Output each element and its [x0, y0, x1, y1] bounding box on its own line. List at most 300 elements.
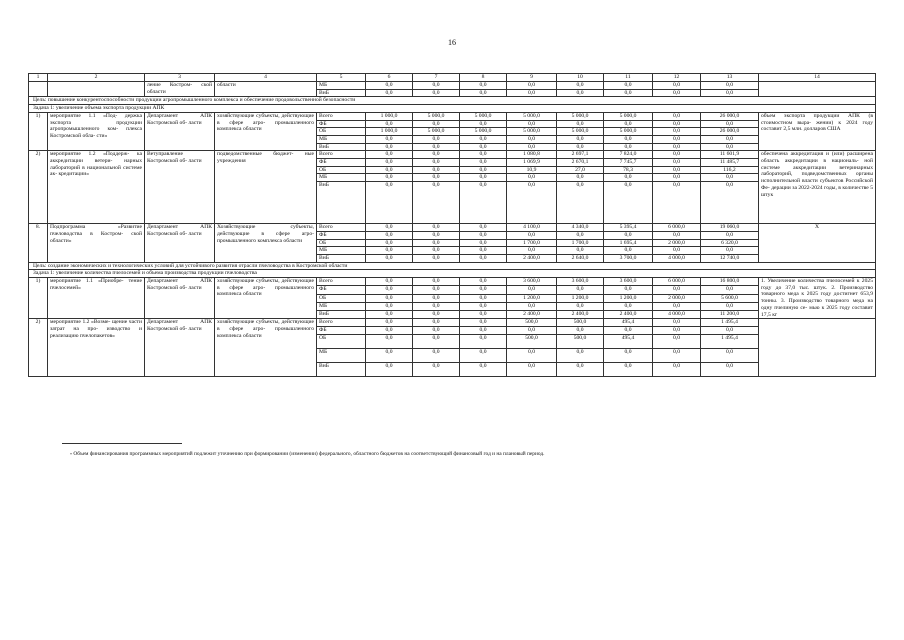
amount-cell: 0,0	[557, 174, 604, 182]
amount-cell: 10,9	[507, 166, 557, 174]
funding-source: ОБ	[317, 334, 366, 348]
amount-cell: 495,4	[604, 334, 653, 348]
amount-cell: 0,0	[366, 135, 413, 143]
amount-cell: 495,4	[604, 319, 653, 327]
amount-cell: 0,0	[413, 143, 460, 151]
amount-cell: 0,0	[507, 326, 557, 334]
table-row	[29, 151, 876, 159]
amount-cell: 1 069,9	[507, 159, 557, 167]
amount-cell: 0,0	[366, 362, 413, 376]
amount-cell: 11 200,0	[701, 311, 759, 319]
funding-source: МБ	[317, 302, 366, 310]
amount-cell: 0,0	[701, 182, 759, 224]
amount-cell: 5 000,0	[604, 128, 653, 136]
amount-cell: 0,0	[413, 135, 460, 143]
amount-cell: 0,0	[653, 120, 701, 128]
funding-source: ОБ	[317, 166, 366, 174]
amount-cell: 19 060,0	[701, 224, 759, 232]
amount-cell: 0,0	[557, 348, 604, 362]
column-header: 10	[557, 74, 604, 82]
amount-cell: 3 600,0	[507, 278, 557, 286]
amount-cell: 5 000,0	[413, 112, 460, 120]
funding-source: ФБ	[317, 286, 366, 294]
amount-cell: 0,0	[507, 286, 557, 294]
amount-cell: 0,0	[460, 311, 507, 319]
funding-source: ВнБ	[317, 89, 366, 97]
amount-cell: 0,0	[460, 82, 507, 90]
amount-cell: 0,0	[653, 143, 701, 151]
amount-cell: 0,0	[507, 247, 557, 255]
amount-cell: 0,0	[366, 82, 413, 90]
column-header: 2	[48, 74, 145, 82]
amount-cell: 0,0	[604, 174, 653, 182]
amount-cell: 0,0	[460, 362, 507, 376]
amount-cell: 0,0	[413, 334, 460, 348]
amount-cell: 1 200,0	[507, 294, 557, 302]
funding-source: ОБ	[317, 239, 366, 247]
page-number: 16	[448, 38, 456, 47]
table-body	[29, 74, 876, 377]
amount-cell: 0,0	[460, 239, 507, 247]
amount-cell: 1 200,0	[557, 294, 604, 302]
amount-cell: 0,0	[460, 278, 507, 286]
executor: Департамент АПК Костромской об- ласти	[145, 278, 215, 319]
amount-cell: 0,0	[507, 82, 557, 90]
amount-cell: 5 000,0	[557, 128, 604, 136]
funding-source: ВнБ	[317, 143, 366, 151]
amount-cell: 26 000,0	[701, 112, 759, 120]
goal-row	[29, 97, 876, 105]
funding-source: ВнБ	[317, 311, 366, 319]
amount-cell: 0,0	[557, 182, 604, 224]
column-header: 5	[317, 74, 366, 82]
amount-cell: 0,0	[366, 231, 413, 239]
amount-cell: 0,0	[701, 231, 759, 239]
footnote	[70, 451, 830, 458]
amount-cell: 3 600,0	[557, 278, 604, 286]
amount-cell: 0,0	[460, 151, 507, 159]
amount-cell: 0,0	[413, 302, 460, 310]
amount-cell: 0,0	[653, 319, 701, 327]
amount-cell: 0,0	[604, 362, 653, 376]
amount-cell: 27,0	[557, 166, 604, 174]
row-number: 1)	[29, 278, 48, 319]
amount-cell: 0,0	[460, 166, 507, 174]
amount-cell: 2 400,0	[507, 254, 557, 262]
amount-cell: 5 000,0	[604, 112, 653, 120]
amount-cell: 1 700,0	[557, 239, 604, 247]
column-header: 3	[145, 74, 215, 82]
amount-cell: 0,0	[366, 120, 413, 128]
amount-cell: 2 400,0	[557, 311, 604, 319]
amount-cell: 0,0	[413, 278, 460, 286]
participants: хозяйствующие субъекты, действующие в сфере агро- промышленного комплекса области	[215, 112, 317, 151]
amount-cell: 0,0	[604, 348, 653, 362]
table-row	[29, 112, 876, 120]
amount-cell: 0,0	[604, 182, 653, 224]
column-header: 9	[507, 74, 557, 82]
amount-cell: 1 000,0	[366, 112, 413, 120]
amount-cell: 0,0	[366, 151, 413, 159]
amount-cell: 0,0	[604, 247, 653, 255]
amount-cell: 0,0	[557, 89, 604, 97]
funding-source: ФБ	[317, 231, 366, 239]
amount-cell: 0,0	[604, 286, 653, 294]
amount-cell: 0,0	[701, 302, 759, 310]
funding-source: МБ	[317, 135, 366, 143]
funding-source: Всего	[317, 151, 366, 159]
amount-cell: 0,0	[604, 302, 653, 310]
amount-cell: 78,3	[604, 166, 653, 174]
amount-cell: 0,0	[557, 231, 604, 239]
amount-cell: 0,0	[460, 231, 507, 239]
amount-cell: 0,0	[701, 120, 759, 128]
goal-row-text: Цель: создание экономических и технологических условий для устойчивого развития отрасли пчеловодства в Костромской области	[29, 262, 876, 270]
row-number: 8.	[29, 224, 48, 263]
amount-cell: 0,0	[366, 239, 413, 247]
executor: ление Костром- ской области	[145, 82, 215, 97]
expected-result	[759, 82, 876, 97]
expected-result	[759, 319, 876, 376]
funding-source: ВнБ	[317, 362, 366, 376]
amount-cell: 0,0	[413, 174, 460, 182]
amount-cell: 0,0	[653, 112, 701, 120]
amount-cell: 0,0	[366, 247, 413, 255]
amount-cell: 0,0	[460, 348, 507, 362]
amount-cell: 500,0	[507, 334, 557, 348]
amount-cell: 2 640,0	[557, 254, 604, 262]
executor: Департамент АПК Костромской об- ласти	[145, 319, 215, 376]
amount-cell: 0,0	[366, 182, 413, 224]
amount-cell: 0,0	[460, 182, 507, 224]
amount-cell: 0,0	[460, 120, 507, 128]
amount-cell: 0,0	[413, 166, 460, 174]
amount-cell: 0,0	[653, 348, 701, 362]
amount-cell: 16 800,0	[701, 278, 759, 286]
amount-cell: 0,0	[507, 231, 557, 239]
amount-cell: 0,0	[557, 302, 604, 310]
amount-cell: 500,0	[557, 334, 604, 348]
column-header: 12	[653, 74, 701, 82]
amount-cell: 500,0	[557, 319, 604, 327]
amount-cell: 0,0	[653, 362, 701, 376]
amount-cell: 0,0	[366, 294, 413, 302]
amount-cell: 0,0	[366, 326, 413, 334]
column-header: 6	[366, 74, 413, 82]
amount-cell: 3 600,0	[604, 278, 653, 286]
funding-source: МБ	[317, 348, 366, 362]
amount-cell: 0,0	[413, 254, 460, 262]
amount-cell: 0,0	[653, 128, 701, 136]
funding-source: ОБ	[317, 294, 366, 302]
amount-cell: 7 824,0	[604, 151, 653, 159]
amount-cell: 0,0	[604, 82, 653, 90]
amount-cell: 0,0	[701, 89, 759, 97]
table-row	[29, 224, 876, 232]
funding-source: ФБ	[317, 326, 366, 334]
amount-cell: 0,0	[460, 294, 507, 302]
amount-cell: 0,0	[557, 326, 604, 334]
amount-cell: 0,0	[604, 143, 653, 151]
amount-cell: 0,0	[366, 311, 413, 319]
financing-table	[28, 73, 876, 377]
amount-cell: 0,0	[366, 224, 413, 232]
row-number: 2)	[29, 151, 48, 224]
row-number	[29, 82, 48, 97]
funding-source: Всего	[317, 112, 366, 120]
amount-cell: 0,0	[653, 247, 701, 255]
amount-cell: 0,0	[507, 174, 557, 182]
funding-source: ВнБ	[317, 254, 366, 262]
goal-row	[29, 262, 876, 270]
amount-cell: 0,0	[413, 326, 460, 334]
amount-cell: 11 601,9	[701, 151, 759, 159]
amount-cell: 6 000,0	[653, 278, 701, 286]
amount-cell: 0,0	[653, 182, 701, 224]
amount-cell: 0,0	[366, 159, 413, 167]
amount-cell: 0,0	[653, 166, 701, 174]
funding-source: ВнБ	[317, 182, 366, 224]
amount-cell: 0,0	[557, 120, 604, 128]
column-header: 1	[29, 74, 48, 82]
amount-cell: 0,0	[557, 82, 604, 90]
amount-cell: 0,0	[460, 247, 507, 255]
amount-cell: 5 000,0	[460, 112, 507, 120]
amount-cell: 5 000,0	[507, 112, 557, 120]
executor: Департамент АПК Костромской об- ласти	[145, 112, 215, 151]
amount-cell: 0,0	[413, 311, 460, 319]
participants: хозяйствующие субъекты, действующие в сфере агро- промышленного комплекса области	[215, 319, 317, 376]
task-row	[29, 105, 876, 113]
row-number: 1)	[29, 112, 48, 151]
amount-cell: 0,0	[653, 82, 701, 90]
funding-source: МБ	[317, 247, 366, 255]
table-row	[29, 82, 876, 90]
amount-cell: 0,0	[604, 120, 653, 128]
measure-name	[48, 82, 145, 97]
amount-cell: 0,0	[460, 319, 507, 327]
amount-cell: 0,0	[507, 302, 557, 310]
amount-cell: 0,0	[413, 319, 460, 327]
amount-cell: 0,0	[507, 362, 557, 376]
task-row-text: Задача 1: увеличение количества пчелосемей и объема производства продукции пчеловодства	[29, 270, 876, 278]
amount-cell: 0,0	[366, 286, 413, 294]
column-header: 4	[215, 74, 317, 82]
funding-source: Всего	[317, 319, 366, 327]
amount-cell: 0,0	[701, 143, 759, 151]
amount-cell: 12 740,0	[701, 254, 759, 262]
column-header: 8	[460, 74, 507, 82]
amount-cell: 0,0	[460, 174, 507, 182]
amount-cell: 0,0	[460, 224, 507, 232]
amount-cell: 0,0	[604, 231, 653, 239]
amount-cell: 0,0	[557, 135, 604, 143]
amount-cell: 0,0	[366, 174, 413, 182]
measure-name: Подпрограмма «Развитие пчеловодства в Костром- ской области»	[48, 224, 145, 263]
amount-cell: 0,0	[460, 286, 507, 294]
amount-cell: 5 000,0	[460, 128, 507, 136]
amount-cell: 0,0	[413, 151, 460, 159]
amount-cell: 0,0	[653, 326, 701, 334]
amount-cell: 0,0	[460, 326, 507, 334]
column-header: 14	[759, 74, 876, 82]
amount-cell: 0,0	[701, 326, 759, 334]
amount-cell: 0,0	[653, 302, 701, 310]
measure-name: мероприятие 1.2 «Возме- щение части затрат на про- изводство и реализацию пчелопакетов»	[48, 319, 145, 376]
amount-cell: 0,0	[653, 334, 701, 348]
amount-cell: 0,0	[653, 89, 701, 97]
amount-cell: 0,0	[413, 362, 460, 376]
amount-cell: 6 320,0	[701, 239, 759, 247]
amount-cell: 0,0	[653, 151, 701, 159]
participants: хозяйствующие субъекты, действующие в сфере агро- промышленного комплекса области	[215, 278, 317, 319]
funding-source: МБ	[317, 82, 366, 90]
executor: Ветуправление Костромской об- ласти	[145, 151, 215, 224]
amount-cell: 0,0	[460, 135, 507, 143]
amount-cell: 0,0	[413, 89, 460, 97]
amount-cell: 0,0	[701, 174, 759, 182]
column-header: 11	[604, 74, 653, 82]
amount-cell: 2 697,1	[557, 151, 604, 159]
amount-cell: 0,0	[507, 143, 557, 151]
amount-cell: 3 700,0	[604, 254, 653, 262]
task-row	[29, 270, 876, 278]
amount-cell: 0,0	[604, 135, 653, 143]
funding-source: Всего	[317, 278, 366, 286]
amount-cell: 500,0	[507, 319, 557, 327]
amount-cell: 0,0	[507, 182, 557, 224]
amount-cell: 0,0	[366, 334, 413, 348]
amount-cell: 0,0	[507, 135, 557, 143]
footnote-text: Объем финансирования программных мероприятий подлежит уточнению при формировании (изменении) федерального, областного бюджетов на соответствующий финансовый год и на плановый период.	[73, 451, 545, 457]
column-header: 7	[413, 74, 460, 82]
table-row	[29, 278, 876, 286]
amount-cell: 0,0	[413, 294, 460, 302]
amount-cell: 0,0	[413, 120, 460, 128]
amount-cell: 0,0	[460, 302, 507, 310]
amount-cell: 4 340,0	[557, 224, 604, 232]
column-header: 13	[701, 74, 759, 82]
header-row	[29, 74, 876, 82]
expected-result: объем экспорта продукции АПК (в стоимостном выра- жении) к 2024 году составит 2,5 млн. долларов США	[759, 112, 876, 151]
measure-name: мероприятие 1.1 «Приобре- тение пчелосемей»	[48, 278, 145, 319]
participants: Хозяйствующие субъекты, действующие в сфере агро- промышленного комплекса области	[215, 224, 317, 263]
amount-cell: 5 000,0	[413, 128, 460, 136]
amount-cell: 1 695,4	[604, 239, 653, 247]
amount-cell: 0,0	[653, 135, 701, 143]
amount-cell: 0,0	[413, 224, 460, 232]
amount-cell: 0,0	[701, 348, 759, 362]
amount-cell: 0,0	[460, 143, 507, 151]
amount-cell: 0,0	[653, 286, 701, 294]
amount-cell: 2 670,1	[557, 159, 604, 167]
amount-cell: 5 395,4	[604, 224, 653, 232]
amount-cell: 5 600,0	[701, 294, 759, 302]
amount-cell: 1 000,0	[366, 128, 413, 136]
amount-cell: 0,0	[507, 348, 557, 362]
amount-cell: 0,0	[653, 231, 701, 239]
amount-cell: 0,0	[366, 166, 413, 174]
amount-cell: 4 000,0	[653, 311, 701, 319]
measure-name: мероприятие 1.2 «Поддерж- ка аккредитации ветери- нарных лабораторий в национальной системе ак- кредитации»	[48, 151, 145, 224]
amount-cell: 0,0	[653, 159, 701, 167]
amount-cell: 0,0	[653, 174, 701, 182]
funding-source: Всего	[317, 224, 366, 232]
amount-cell: 0,0	[413, 182, 460, 224]
amount-cell: 4 100,0	[507, 224, 557, 232]
amount-cell: 1 495,4	[701, 319, 759, 327]
amount-cell: 0,0	[557, 247, 604, 255]
amount-cell: 0,0	[460, 254, 507, 262]
executor: Департамент АПК Костромской об- ласти	[145, 224, 215, 263]
amount-cell: 0,0	[413, 247, 460, 255]
amount-cell: 0,0	[701, 82, 759, 90]
amount-cell: 2 000,0	[653, 239, 701, 247]
amount-cell: 0,0	[413, 159, 460, 167]
participants: области	[215, 82, 317, 97]
amount-cell: 11 485,7	[701, 159, 759, 167]
amount-cell: 0,0	[701, 286, 759, 294]
amount-cell: 0,0	[507, 89, 557, 97]
amount-cell: 0,0	[460, 89, 507, 97]
footnote-divider	[62, 443, 182, 444]
amount-cell: 2 400,0	[507, 311, 557, 319]
amount-cell: 1 495,4	[701, 334, 759, 348]
goal-row-text: Цель: повышение конкурентоспособности продукции агропромышленного комплекса и обеспечение продовольственной безопасности	[29, 97, 876, 105]
amount-cell: 5 000,0	[557, 112, 604, 120]
amount-cell: 0,0	[366, 348, 413, 362]
amount-cell: 0,0	[557, 362, 604, 376]
amount-cell: 4 000,0	[653, 254, 701, 262]
participants: подведомственные бюджет- ные учреждения	[215, 151, 317, 224]
funding-source: ФБ	[317, 159, 366, 167]
amount-cell: 0,0	[413, 348, 460, 362]
amount-cell: 0,0	[366, 143, 413, 151]
amount-cell: 0,0	[460, 334, 507, 348]
amount-cell: 5 000,0	[507, 128, 557, 136]
amount-cell: 0,0	[366, 278, 413, 286]
amount-cell: 2 400,0	[604, 311, 653, 319]
table-row	[29, 319, 876, 327]
amount-cell: 1 080,8	[507, 151, 557, 159]
amount-cell: 0,0	[413, 239, 460, 247]
amount-cell: 0,0	[604, 89, 653, 97]
amount-cell: 0,0	[366, 302, 413, 310]
amount-cell: 0,0	[413, 286, 460, 294]
amount-cell: 0,0	[366, 89, 413, 97]
footnote-mark: *	[70, 452, 72, 457]
funding-source: МБ	[317, 174, 366, 182]
funding-source: ОБ	[317, 128, 366, 136]
amount-cell: 0,0	[413, 231, 460, 239]
expected-result: обеспечена аккредитация и (или) расширена область аккредитации в националь- ной системе аккредитации ветеринарных лабораторий, подведомственных органы исполнительной власти субъектов Российской Фе- дерации за 2022-2024 годы, в количестве 5 штук	[759, 151, 876, 224]
amount-cell: 0,0	[413, 82, 460, 90]
task-row-text: Задача 1: увеличение объема экспорта продукции АПК	[29, 105, 876, 113]
amount-cell: 0,0	[701, 135, 759, 143]
amount-cell: 0,0	[701, 247, 759, 255]
amount-cell: 0,0	[557, 143, 604, 151]
funding-source: ФБ	[317, 120, 366, 128]
expected-result: 1. Увеличение количества пчелосемей к 2025 году до 37,0 тыс. штук. 2. Производство товарного меда к 2025 году достигнет 653,9 тонны. 3. Производство товарного меда на одну пчелиную се- мью к 2025 году составит 17,5 кг	[759, 278, 876, 319]
amount-cell: 0,0	[366, 254, 413, 262]
amount-cell: 2 000,0	[653, 294, 701, 302]
measure-name: мероприятие 1.1 «Под- держка экспорта продукции агропромышленного ком- плекса Костромской обла- сти»	[48, 112, 145, 151]
amount-cell: 0,0	[701, 362, 759, 376]
amount-cell: 1 200,0	[604, 294, 653, 302]
amount-cell: 0,0	[557, 286, 604, 294]
amount-cell: 1 700,0	[507, 239, 557, 247]
amount-cell: 0,0	[366, 319, 413, 327]
